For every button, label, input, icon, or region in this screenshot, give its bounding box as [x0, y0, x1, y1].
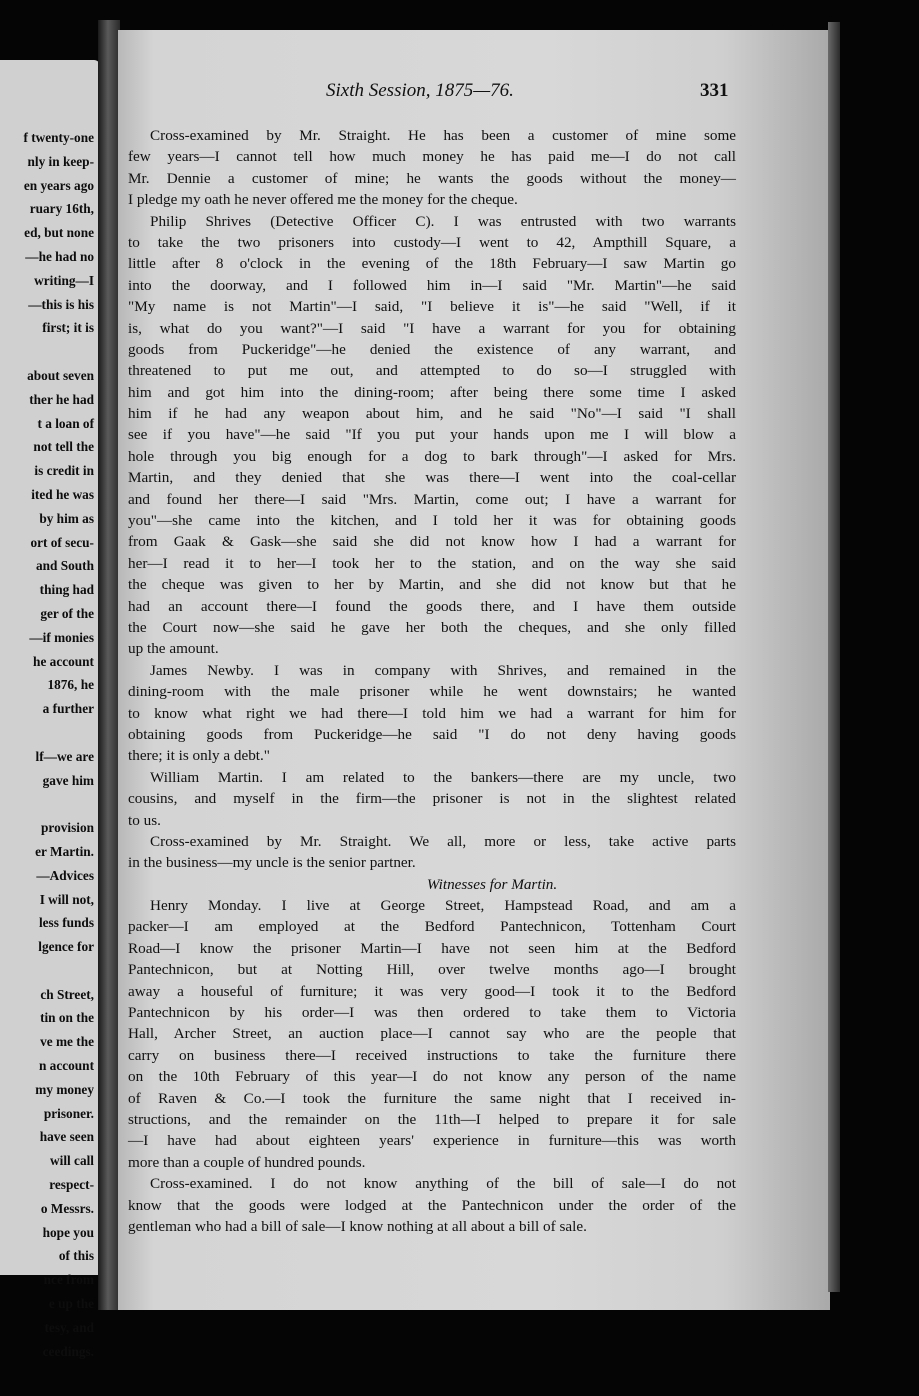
left-page-line: he account	[33, 653, 94, 669]
body-text-line: carry on business there—I received instructions to take the furniture there	[128, 1046, 736, 1064]
left-page-line: prisoner.	[43, 1105, 94, 1121]
body-text-line: him and got him into the dining-room; after being there some time I asked	[128, 383, 736, 401]
left-page-line: respect-	[49, 1177, 94, 1193]
left-page-line: e up the	[48, 1296, 94, 1312]
body-text-line: the cheque was given to her by Martin, and she did not know but that he	[128, 576, 736, 594]
left-page-line: provision	[41, 820, 94, 836]
left-page-line: of this	[58, 1248, 94, 1264]
body-text-line: cousins, and myself in the firm—the prisoner is not in the slightest related	[128, 790, 736, 808]
left-page	[0, 60, 100, 1359]
body-text-line: obtaining goods from Puckeridge—he said "I do not deny having goods	[128, 725, 736, 743]
body-text-line: James Newby. I was in company with Shrives, and remained in the	[150, 661, 736, 679]
left-page-line: ve me the	[40, 1034, 94, 1050]
body-text-line: to take the two prisoners into custody—I went to 42, Ampthill Square, a	[128, 233, 736, 251]
body-text-line: Henry Monday. I live at George Street, Hampstead Road, and am a	[150, 897, 736, 915]
book-cover-edge	[828, 22, 840, 1292]
body-text-line: there; it is only a debt."	[128, 747, 271, 765]
body-text-line: William Martin. I am related to the bankers—there are my uncle, two	[150, 768, 736, 786]
left-page-line: er Martin.	[35, 843, 94, 859]
body-text-line: structions, and the remainder on the 11th—I helped to prepare it for sale	[128, 1110, 736, 1128]
body-text-line: Witnesses for Martin.	[426, 875, 558, 893]
body-text-line: few years—I cannot tell how much money he has paid me—I do not call	[128, 148, 736, 166]
left-page-text	[0, 126, 94, 1363]
body-text-line: packer—I am employed at the Bedford Pantechnicon, Tottenham Court	[128, 918, 736, 936]
body-text-line: her—I read it to her—I took her to the station, and on the way she said	[128, 554, 736, 572]
body-text-line: from Gaak & Gask—she said she did not know how I had a warrant for	[128, 533, 736, 551]
left-page-line: will call	[50, 1153, 94, 1169]
left-page-line: ger of the	[40, 605, 94, 621]
left-page-line: thing had	[39, 582, 94, 598]
left-page-line: have seen	[39, 1129, 94, 1145]
body-text-line: I pledge my oath he never offered me the money for the cheque.	[128, 191, 518, 209]
body-text-line: gentleman who had a bill of sale—I know nothing at all about a bill of sale.	[128, 1217, 587, 1235]
body-text-line: Cross-examined by Mr. Straight. We all, more or less, take active parts	[150, 832, 736, 850]
session-title: Sixth Session, 1875—76.	[326, 80, 514, 101]
left-page-line: lf—we are	[35, 748, 94, 764]
body-text-line: Philip Shrives (Detective Officer C). I was entrusted with two warrants	[150, 212, 736, 230]
body-text-line: into the doorway, and I followed him in—I said "Mr. Martin"—he said	[128, 276, 736, 294]
body-text-line: had an account there—I found the goods there, and I have them outside	[128, 597, 736, 615]
left-page-line: not tell the	[33, 439, 94, 455]
body-text-line: threatened to put me out, and attempted to do so—I struggled with	[128, 362, 736, 380]
body-text-line: Mr. Dennie a customer of mine; he wants the goods without the money—	[128, 169, 736, 187]
left-page-line: ited he was	[31, 486, 94, 502]
left-page-line: writing—I	[34, 272, 94, 288]
body-text-line: to know what right we had there—I told him we had a warrant for him for	[128, 704, 736, 722]
left-page-line: ed, but none	[24, 225, 94, 241]
body-text-line: him if he had any weapon about him, and he said "No"—I said "I shall	[128, 405, 736, 423]
left-page-line: o Messrs.	[40, 1200, 94, 1216]
left-page-line: f twenty-one	[23, 130, 94, 145]
left-page-line: —if monies	[29, 629, 94, 645]
body-text-line: see if you have"—he said "If you put your hands upon me I will blow a	[128, 426, 736, 444]
running-header	[326, 80, 514, 102]
left-page-line: I will not,	[39, 891, 94, 907]
left-page-line: gave him	[42, 772, 94, 788]
body-text-line: the Court now—she said he gave her both the cheques, and she only filled	[128, 618, 736, 636]
body-text-line: Pantechnicon, but at Notting Hill, over twelve months ago—I brought	[128, 961, 736, 979]
left-page-line: —he had no	[25, 248, 94, 264]
left-page-line: ther he had	[29, 391, 94, 407]
body-text-line: more than a couple of hundred pounds.	[128, 1153, 366, 1171]
left-page-line: nly in keep-	[27, 153, 94, 169]
left-page-line: ch Street,	[40, 986, 94, 1002]
body-text-line: Hall, Archer Street, an auction place—I cannot say who are the people that	[128, 1025, 736, 1043]
left-page-line: my money	[35, 1081, 94, 1097]
left-page-line: tin on the	[40, 1010, 94, 1026]
body-text-line: Cross-examined by Mr. Straight. He has been a customer of mine some	[150, 127, 736, 144]
left-page-line	[0, 721, 94, 745]
body-text-line: dining-room with the male prisoner while he went downstairs; he wanted	[128, 683, 736, 701]
left-page-line: hope you	[42, 1224, 94, 1240]
left-page-line: 1876, he	[47, 677, 94, 693]
body-text-line: in the business—my uncle is the senior partner.	[128, 854, 416, 872]
body-text-line: "My name is not Martin"—I said, "I believe it is"—he said "Well, if it	[128, 298, 736, 316]
left-page-line: ceedings.	[42, 1343, 94, 1359]
left-page-line: lgence for	[38, 939, 94, 955]
body-text-line: know that the goods were lodged at the Pantechnicon under the order of the	[128, 1196, 736, 1214]
left-page-line: about seven	[27, 367, 94, 383]
body-text-line: up the amount.	[128, 640, 219, 658]
book-gutter	[98, 20, 120, 1310]
body-text-line: of Raven & Co.—I took the furniture the same night that I received in-	[128, 1089, 736, 1107]
left-page-line: —this is his	[28, 296, 94, 312]
left-page-line: nce from	[43, 1272, 94, 1288]
body-text-line: on the 10th February of this year—I do not know any person of the name	[128, 1068, 736, 1086]
body-text-line: and found her there—I said "Mrs. Martin, come out; I have a warrant for	[128, 490, 736, 508]
page-number: 331	[700, 80, 729, 101]
left-page-line	[0, 792, 94, 816]
body-text-line: hole through you big enough for a dog to bark through"—I asked for Mrs.	[128, 447, 736, 465]
body-text-line: goods from Puckeridge"—he denied the existence of any warrant, and	[128, 340, 736, 358]
body-text-line: is, what do you want?"—I said "I have a warrant for you for obtaining	[128, 319, 736, 337]
left-page-line: n account	[38, 1058, 94, 1074]
left-page-line: ort of secu-	[30, 534, 94, 550]
body-text-line: little after 8 o'clock in the evening of the 18th February—I saw Martin go	[128, 255, 736, 273]
body-text-line: —I have had about eighteen years' experience in furniture—this was worth	[128, 1132, 736, 1150]
left-page-line: t a loan of	[37, 415, 94, 431]
left-page-line: and South	[35, 558, 94, 574]
body-text-line: Pantechnicon by his order—I was then ordered to take them to Victoria	[128, 1004, 736, 1022]
left-page-line: first; it is	[42, 320, 94, 336]
left-page-line: —Advices	[36, 867, 94, 883]
left-page-line: a further	[42, 701, 94, 717]
left-page-line: by him as	[39, 510, 94, 526]
body-text-line: you"—she came into the kitchen, and I told her it was for obtaining goods	[128, 512, 736, 530]
page-body-text	[128, 125, 736, 1237]
body-text-line: Martin, and they denied that she was there—I went into the coal-cellar	[128, 469, 736, 487]
body-text-line: Cross-examined. I do not know anything of the bill of sale—I do not	[150, 1175, 736, 1193]
left-page-line: less funds	[38, 915, 94, 931]
body-text-line: away a houseful of furniture; it was very good—I took it to the Bedford	[128, 982, 736, 1000]
left-page-line: is credit in	[34, 463, 94, 479]
left-page-line	[0, 959, 94, 983]
left-page-line	[0, 340, 94, 364]
left-page-line: ruary 16th,	[29, 201, 94, 217]
left-page-line: en years ago	[23, 177, 94, 193]
body-text-line: to us.	[128, 811, 161, 829]
left-page-line: tesy, and	[44, 1319, 94, 1335]
body-text-line: Road—I know the prisoner Martin—I have not seen him at the Bedford	[128, 939, 736, 957]
